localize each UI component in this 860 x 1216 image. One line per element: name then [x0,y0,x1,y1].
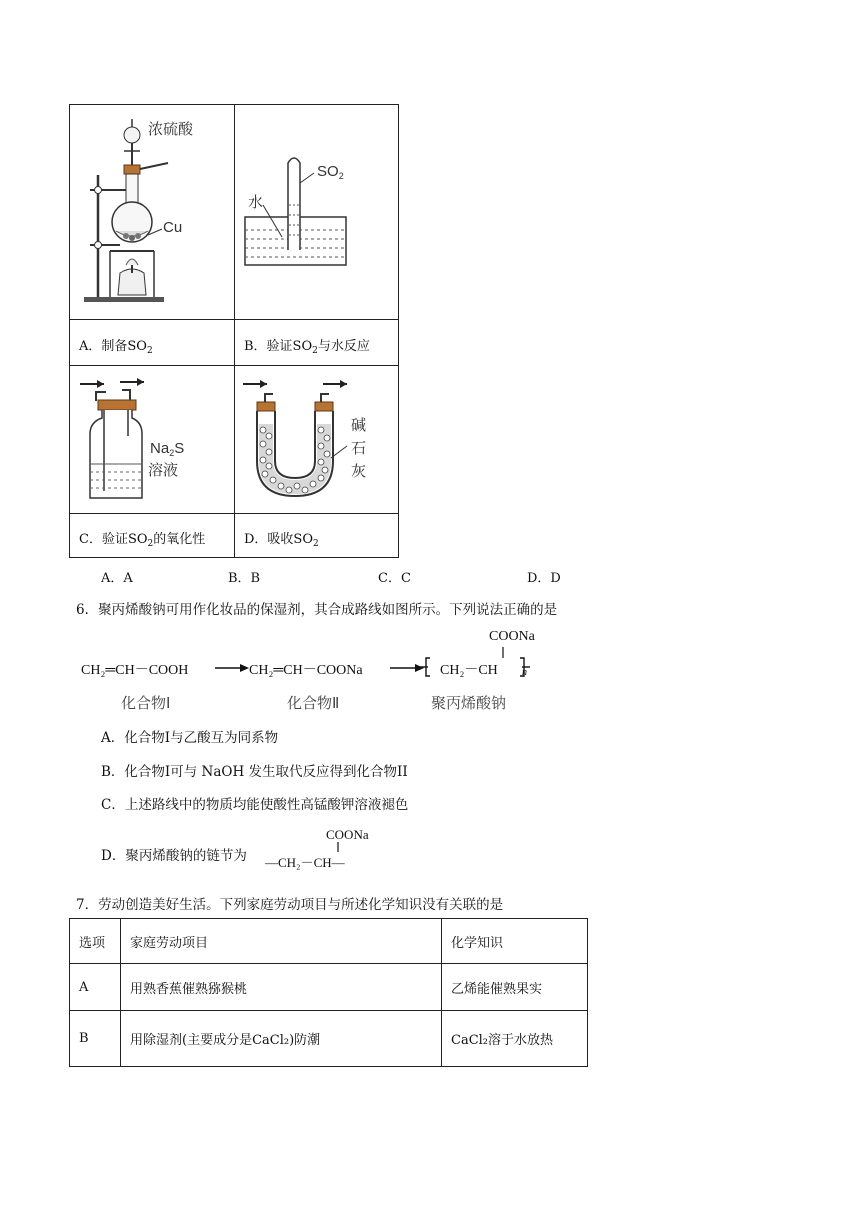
table-header-row [70,919,588,964]
q6-option-c: C．上述路线中的物质均能使酸性高锰酸钾溶液褪色 [101,797,409,813]
apparatus-grid [69,104,399,558]
caption-d: D．吸收$SO_2$ [244,532,319,549]
so2-label: $SO_2$ [317,163,344,181]
chain-link-backbone: —CH₂－CH— [265,855,345,870]
row-household-task: 用熟香蕉催熟猕猴桃 [121,964,442,1011]
q7-stem: 7．劳动创造美好生活。下列家庭劳动项目与所述化学知识没有关联的是 [76,897,504,913]
header-household-task: 家庭劳动项目 [121,919,442,964]
q5-option-c: C．C [378,571,411,586]
row-chemistry-knowledge: CaCl₂溶于水放热 [442,1011,588,1067]
polymer-side-group: COONa [489,629,535,644]
chain-link-side-group: COONa [326,827,369,842]
row-chemistry-knowledge: 乙烯能催熟果实 [442,964,588,1011]
table-row [70,964,588,1011]
apparatus-b-illustration [235,105,400,319]
row-household-task: 用除湿剂(主要成分是CaCl₂)防潮 [121,1011,442,1067]
polymer-name: 聚丙烯酸钠 [431,694,507,712]
compound-1-name: 化合物Ⅰ [121,694,171,712]
table-row [70,1011,588,1067]
water-label: 水 [248,193,264,211]
reaction-arrow-1 [215,660,251,676]
na2s-label: $Na_2S$ [150,440,185,458]
q7-table [69,918,588,1067]
grid-divider [70,319,398,320]
grid-divider [70,513,398,514]
soda-lime-label-2: 石 [351,439,367,457]
q5-option-a: A．A [101,571,133,586]
concentrated-sulfuric-acid-label: 浓硫酸 [148,120,194,138]
cu-label: Cu [163,219,183,236]
header-chemistry-knowledge: 化学知识 [442,919,588,964]
q6-option-d: D．聚丙烯酸钠的链节为 [101,848,247,864]
caption-a: A．制备$SO_2$ [79,339,153,356]
soda-lime-label-1: 碱 [351,416,367,434]
q6-stem: 6．聚丙烯酸钠可用作化妆品的保湿剂，其合成路线如图所示。下列说法正确的是 [76,602,558,618]
compound-1-formula: CH₂═CH－COOH [81,663,189,678]
apparatus-d-illustration [235,366,400,513]
caption-c: C．验证$SO_2$的氧化性 [79,532,206,549]
q6-option-a: A．化合物Ⅰ与乙酸互为同系物 [101,730,279,746]
header-option: 选项 [70,919,121,964]
q6-option-b: B．化合物Ⅰ可与 NaOH 发生取代反应得到化合物II [101,764,408,780]
polymer-n: n [522,667,527,678]
q5-option-d: D．D [527,571,561,586]
polymer-backbone: CH₂－CH [440,663,498,678]
compound-2-name: 化合物Ⅱ [287,694,340,712]
solution-label: 溶液 [148,461,179,479]
row-option: B [70,1011,121,1067]
q5-option-b: B．B [228,571,261,586]
caption-b: B．验证$SO_2$与水反应 [244,339,370,356]
row-option: A [70,964,121,1011]
compound-2-formula: CH₂═CH－COONa [249,663,363,678]
soda-lime-label-3: 灰 [351,462,367,480]
